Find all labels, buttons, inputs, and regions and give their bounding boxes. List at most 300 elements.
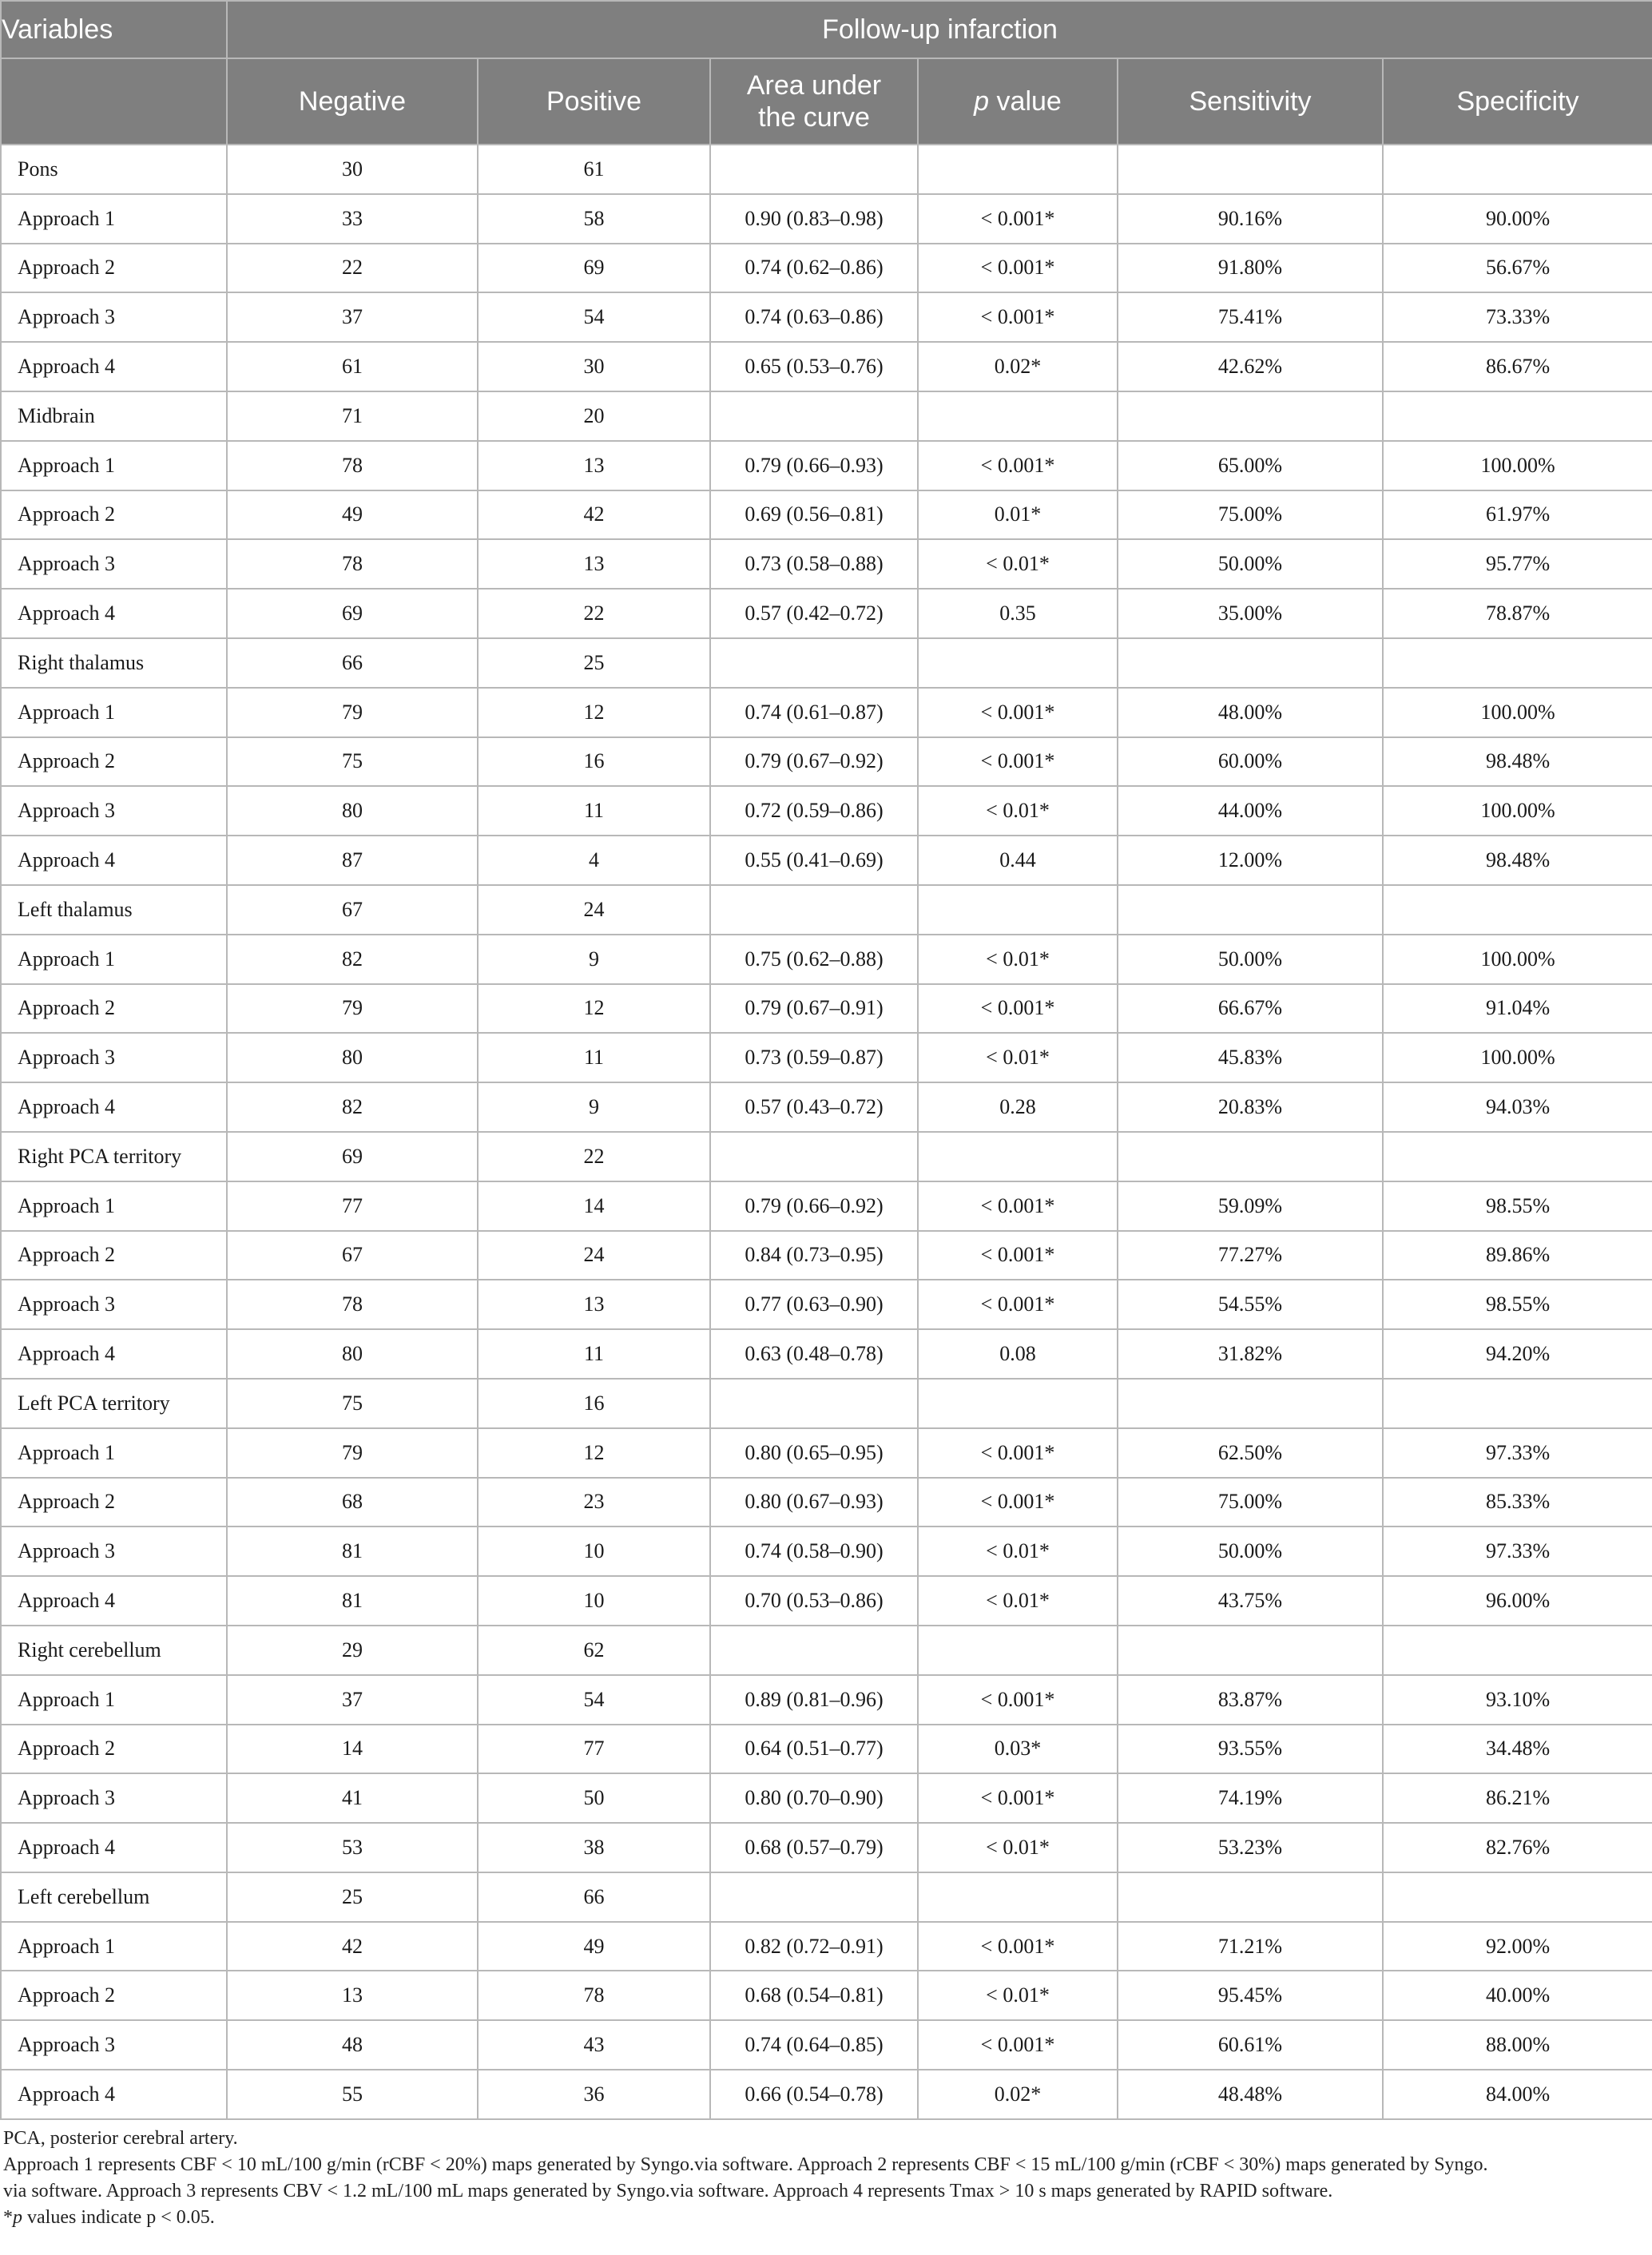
cell-p-value: < 0.01*	[918, 1971, 1118, 2020]
cell-negative: 55	[227, 2070, 478, 2119]
cell-positive: 54	[478, 292, 710, 342]
cell-positive: 30	[478, 342, 710, 391]
cell-specificity: 97.33%	[1383, 1526, 1652, 1576]
header-positive: Positive	[478, 58, 710, 145]
cell-auc: 0.64 (0.51–0.77)	[710, 1725, 918, 1774]
cell-variable: Approach 2	[1, 1971, 227, 2020]
table-row	[1, 145, 1652, 194]
cell-p-value: < 0.001*	[918, 1922, 1118, 1971]
header-negative: Negative	[227, 58, 478, 145]
table-row	[1, 1428, 1652, 1478]
cell-positive: 13	[478, 539, 710, 589]
cell-positive: 10	[478, 1576, 710, 1626]
header-empty-cell	[1, 58, 227, 145]
header-specificity: Specificity	[1383, 58, 1652, 145]
table-row	[1, 1329, 1652, 1379]
cell-auc	[710, 391, 918, 441]
cell-specificity: 98.55%	[1383, 1181, 1652, 1231]
cell-positive: 20	[478, 391, 710, 441]
cell-auc: 0.68 (0.54–0.81)	[710, 1971, 918, 2020]
cell-specificity: 84.00%	[1383, 2070, 1652, 2119]
cell-negative: 69	[227, 1132, 478, 1181]
cell-negative: 80	[227, 1033, 478, 1082]
cell-auc: 0.80 (0.65–0.95)	[710, 1428, 918, 1478]
header-p-value-label: p value	[974, 86, 1062, 117]
cell-variable: Approach 2	[1, 1478, 227, 1527]
cell-auc: 0.77 (0.63–0.90)	[710, 1280, 918, 1329]
cell-specificity: 86.21%	[1383, 1773, 1652, 1823]
cell-sensitivity: 83.87%	[1118, 1675, 1383, 1725]
cell-p-value: 0.01*	[918, 490, 1118, 540]
cell-positive: 10	[478, 1526, 710, 1576]
cell-variable: Approach 1	[1, 194, 227, 244]
cell-sensitivity	[1118, 1626, 1383, 1675]
cell-negative: 78	[227, 539, 478, 589]
cell-negative: 79	[227, 984, 478, 1034]
cell-positive: 66	[478, 1872, 710, 1922]
cell-p-value: < 0.001*	[918, 292, 1118, 342]
cell-variable: Approach 2	[1, 490, 227, 540]
footnote-significance-text: values indicate p < 0.05.	[22, 2207, 215, 2228]
cell-negative: 49	[227, 490, 478, 540]
cell-p-value	[918, 145, 1118, 194]
cell-negative: 68	[227, 1478, 478, 1527]
cell-sensitivity	[1118, 391, 1383, 441]
cell-variable: Approach 1	[1, 1675, 227, 1725]
cell-positive: 38	[478, 1823, 710, 1872]
cell-negative: 37	[227, 292, 478, 342]
cell-negative: 82	[227, 1082, 478, 1132]
cell-positive: 4	[478, 836, 710, 885]
cell-positive: 69	[478, 244, 710, 293]
cell-sensitivity: 66.67%	[1118, 984, 1383, 1034]
cell-specificity	[1383, 1872, 1652, 1922]
table-row	[1, 441, 1652, 490]
cell-p-value: 0.28	[918, 1082, 1118, 1132]
cell-specificity: 98.55%	[1383, 1280, 1652, 1329]
cell-sensitivity: 75.00%	[1118, 490, 1383, 540]
table-row	[1, 1082, 1652, 1132]
cell-negative: 25	[227, 1872, 478, 1922]
cell-positive: 43	[478, 2020, 710, 2070]
cell-negative: 53	[227, 1823, 478, 1872]
table-row	[1, 1526, 1652, 1576]
cell-variable: Approach 4	[1, 1082, 227, 1132]
cell-p-value: 0.02*	[918, 2070, 1118, 2119]
cell-variable: Approach 3	[1, 539, 227, 589]
table-row	[1, 935, 1652, 984]
cell-negative: 22	[227, 244, 478, 293]
cell-specificity: 100.00%	[1383, 1033, 1652, 1082]
cell-auc: 0.63 (0.48–0.78)	[710, 1329, 918, 1379]
cell-negative: 78	[227, 1280, 478, 1329]
cell-variable: Right PCA territory	[1, 1132, 227, 1181]
cell-sensitivity: 59.09%	[1118, 1181, 1383, 1231]
cell-sensitivity	[1118, 638, 1383, 688]
cell-auc: 0.84 (0.73–0.95)	[710, 1231, 918, 1280]
table-row	[1, 194, 1652, 244]
cell-p-value: 0.35	[918, 589, 1118, 638]
header-follow-up-infarction: Follow-up infarction	[227, 1, 1652, 58]
cell-sensitivity: 62.50%	[1118, 1428, 1383, 1478]
cell-auc: 0.79 (0.66–0.93)	[710, 441, 918, 490]
cell-negative: 48	[227, 2020, 478, 2070]
cell-positive: 12	[478, 688, 710, 737]
cell-specificity: 94.03%	[1383, 1082, 1652, 1132]
cell-sensitivity: 65.00%	[1118, 441, 1383, 490]
cell-variable: Approach 2	[1, 1231, 227, 1280]
cell-sensitivity: 43.75%	[1118, 1576, 1383, 1626]
table-row	[1, 1576, 1652, 1626]
cell-specificity: 94.20%	[1383, 1329, 1652, 1379]
table-footnotes	[0, 2126, 1652, 2231]
cell-specificity	[1383, 885, 1652, 935]
cell-negative: 71	[227, 391, 478, 441]
cell-p-value: < 0.01*	[918, 935, 1118, 984]
cell-variable: Approach 3	[1, 1280, 227, 1329]
cell-p-value: 0.03*	[918, 1725, 1118, 1774]
cell-variable: Right thalamus	[1, 638, 227, 688]
cell-positive: 78	[478, 1971, 710, 2020]
table-row	[1, 1725, 1652, 1774]
cell-variable: Approach 4	[1, 1576, 227, 1626]
cell-variable: Approach 1	[1, 935, 227, 984]
cell-variable: Approach 2	[1, 1725, 227, 1774]
cell-auc: 0.68 (0.57–0.79)	[710, 1823, 918, 1872]
cell-sensitivity: 31.82%	[1118, 1329, 1383, 1379]
cell-specificity: 95.77%	[1383, 539, 1652, 589]
footnote-asterisk: *	[3, 2207, 13, 2228]
cell-auc: 0.79 (0.66–0.92)	[710, 1181, 918, 1231]
cell-specificity: 98.48%	[1383, 737, 1652, 787]
header-variables: Variables	[1, 1, 227, 58]
footnote-abbreviation: PCA, posterior cerebral artery.	[3, 2128, 238, 2149]
table-row	[1, 1872, 1652, 1922]
cell-specificity	[1383, 391, 1652, 441]
cell-variable: Approach 1	[1, 441, 227, 490]
cell-negative: 66	[227, 638, 478, 688]
cell-sensitivity: 35.00%	[1118, 589, 1383, 638]
cell-variable: Approach 1	[1, 688, 227, 737]
cell-auc	[710, 1872, 918, 1922]
cell-sensitivity: 60.00%	[1118, 737, 1383, 787]
cell-p-value: < 0.001*	[918, 1428, 1118, 1478]
cell-auc: 0.57 (0.42–0.72)	[710, 589, 918, 638]
table-body	[1, 145, 1652, 2119]
table-row	[1, 1971, 1652, 2020]
cell-sensitivity: 50.00%	[1118, 935, 1383, 984]
cell-variable: Approach 4	[1, 589, 227, 638]
cell-positive: 22	[478, 1132, 710, 1181]
cell-positive: 11	[478, 1033, 710, 1082]
cell-negative: 78	[227, 441, 478, 490]
table-row	[1, 1181, 1652, 1231]
cell-negative: 80	[227, 786, 478, 836]
cell-auc: 0.74 (0.62–0.86)	[710, 244, 918, 293]
table-row	[1, 1280, 1652, 1329]
cell-p-value: < 0.001*	[918, 2020, 1118, 2070]
cell-specificity: 96.00%	[1383, 1576, 1652, 1626]
cell-positive: 58	[478, 194, 710, 244]
cell-p-value	[918, 1626, 1118, 1675]
cell-sensitivity: 93.55%	[1118, 1725, 1383, 1774]
cell-variable: Approach 4	[1, 1329, 227, 1379]
cell-auc: 0.74 (0.58–0.90)	[710, 1526, 918, 1576]
cell-specificity	[1383, 1132, 1652, 1181]
table-row	[1, 1773, 1652, 1823]
cell-auc: 0.66 (0.54–0.78)	[710, 2070, 918, 2119]
table-row	[1, 1626, 1652, 1675]
cell-negative: 29	[227, 1626, 478, 1675]
cell-auc: 0.73 (0.58–0.88)	[710, 539, 918, 589]
cell-p-value: < 0.01*	[918, 1033, 1118, 1082]
footnote-approaches-line-1: Approach 1 represents CBF < 10 mL/100 g/min (rCBF < 20%) maps generated by Syngo.via software. Approach 2 represents CBF < 15 mL/100 g/min (rCBF < 30%) maps generated by Syngo.	[3, 2154, 1488, 2175]
cell-variable: Approach 3	[1, 1526, 227, 1576]
cell-negative: 14	[227, 1725, 478, 1774]
cell-p-value: < 0.001*	[918, 441, 1118, 490]
cell-negative: 30	[227, 145, 478, 194]
cell-negative: 13	[227, 1971, 478, 2020]
cell-specificity: 89.86%	[1383, 1231, 1652, 1280]
cell-auc: 0.55 (0.41–0.69)	[710, 836, 918, 885]
cell-specificity: 100.00%	[1383, 786, 1652, 836]
cell-positive: 50	[478, 1773, 710, 1823]
cell-p-value: < 0.001*	[918, 194, 1118, 244]
cell-variable: Left thalamus	[1, 885, 227, 935]
cell-specificity: 98.48%	[1383, 836, 1652, 885]
cell-p-value: < 0.001*	[918, 688, 1118, 737]
cell-p-value: < 0.01*	[918, 786, 1118, 836]
cell-auc: 0.74 (0.64–0.85)	[710, 2020, 918, 2070]
cell-positive: 24	[478, 885, 710, 935]
cell-specificity: 34.48%	[1383, 1725, 1652, 1774]
cell-variable: Left PCA territory	[1, 1379, 227, 1428]
cell-sensitivity: 42.62%	[1118, 342, 1383, 391]
table-row	[1, 244, 1652, 293]
cell-p-value: < 0.01*	[918, 1823, 1118, 1872]
cell-p-value: < 0.01*	[918, 1576, 1118, 1626]
cell-positive: 36	[478, 2070, 710, 2119]
cell-p-value: < 0.001*	[918, 984, 1118, 1034]
table-row	[1, 786, 1652, 836]
cell-positive: 22	[478, 589, 710, 638]
cell-negative: 42	[227, 1922, 478, 1971]
footnote-approaches-line-2: via software. Approach 3 represents CBV < 1.2 mL/100 mL maps generated by Syngo.via software. Approach 4 represents Tmax > 10 s maps generated by RAPID software.	[3, 2181, 1333, 2201]
cell-variable: Approach 3	[1, 2020, 227, 2070]
header-auc	[710, 58, 918, 145]
cell-sensitivity: 45.83%	[1118, 1033, 1383, 1082]
cell-positive: 23	[478, 1478, 710, 1527]
table-row	[1, 984, 1652, 1034]
cell-specificity: 40.00%	[1383, 1971, 1652, 2020]
cell-p-value: < 0.001*	[918, 1181, 1118, 1231]
cell-sensitivity: 95.45%	[1118, 1971, 1383, 2020]
cell-positive: 13	[478, 1280, 710, 1329]
cell-specificity	[1383, 1626, 1652, 1675]
cell-variable: Approach 4	[1, 1823, 227, 1872]
cell-variable: Approach 1	[1, 1428, 227, 1478]
table-row	[1, 638, 1652, 688]
cell-variable: Approach 4	[1, 2070, 227, 2119]
cell-negative: 79	[227, 1428, 478, 1478]
cell-negative: 67	[227, 1231, 478, 1280]
cell-p-value: < 0.001*	[918, 737, 1118, 787]
cell-p-value: 0.44	[918, 836, 1118, 885]
cell-negative: 75	[227, 1379, 478, 1428]
cell-variable: Right cerebellum	[1, 1626, 227, 1675]
cell-specificity	[1383, 638, 1652, 688]
table-row	[1, 1478, 1652, 1527]
header-p-value	[918, 58, 1118, 145]
table-row	[1, 391, 1652, 441]
table-row	[1, 836, 1652, 885]
cell-positive: 16	[478, 1379, 710, 1428]
cell-positive: 61	[478, 145, 710, 194]
table-row	[1, 589, 1652, 638]
cell-auc	[710, 638, 918, 688]
cell-positive: 9	[478, 935, 710, 984]
table-row	[1, 1823, 1652, 1872]
cell-p-value	[918, 1379, 1118, 1428]
cell-sensitivity: 91.80%	[1118, 244, 1383, 293]
table-row	[1, 885, 1652, 935]
cell-auc: 0.80 (0.67–0.93)	[710, 1478, 918, 1527]
table-header	[1, 1, 1652, 145]
cell-auc: 0.65 (0.53–0.76)	[710, 342, 918, 391]
cell-p-value: < 0.001*	[918, 1478, 1118, 1527]
cell-specificity: 97.33%	[1383, 1428, 1652, 1478]
cell-auc	[710, 1626, 918, 1675]
cell-negative: 87	[227, 836, 478, 885]
cell-positive: 12	[478, 1428, 710, 1478]
cell-negative: 75	[227, 737, 478, 787]
cell-positive: 11	[478, 786, 710, 836]
cell-sensitivity: 77.27%	[1118, 1231, 1383, 1280]
cell-auc: 0.74 (0.61–0.87)	[710, 688, 918, 737]
cell-auc: 0.79 (0.67–0.91)	[710, 984, 918, 1034]
cell-variable: Approach 3	[1, 1033, 227, 1082]
footnote-significance	[0, 2205, 1652, 2231]
table-row	[1, 292, 1652, 342]
cell-specificity: 73.33%	[1383, 292, 1652, 342]
cell-sensitivity: 48.48%	[1118, 2070, 1383, 2119]
cell-specificity: 91.04%	[1383, 984, 1652, 1034]
cell-positive: 12	[478, 984, 710, 1034]
cell-positive: 9	[478, 1082, 710, 1132]
cell-variable: Approach 3	[1, 786, 227, 836]
cell-variable: Approach 1	[1, 1922, 227, 1971]
header-auc-label: Area under the curve	[746, 70, 882, 133]
cell-specificity: 100.00%	[1383, 935, 1652, 984]
cell-negative: 81	[227, 1526, 478, 1576]
cell-variable: Approach 1	[1, 1181, 227, 1231]
cell-positive: 54	[478, 1675, 710, 1725]
cell-p-value: < 0.001*	[918, 1773, 1118, 1823]
cell-specificity: 56.67%	[1383, 244, 1652, 293]
cell-negative: 69	[227, 589, 478, 638]
cell-p-value	[918, 638, 1118, 688]
cell-sensitivity: 90.16%	[1118, 194, 1383, 244]
cell-auc: 0.75 (0.62–0.88)	[710, 935, 918, 984]
cell-negative: 37	[227, 1675, 478, 1725]
cell-sensitivity	[1118, 885, 1383, 935]
cell-variable: Approach 3	[1, 1773, 227, 1823]
cell-negative: 61	[227, 342, 478, 391]
footnote-p-italic: p	[13, 2207, 22, 2228]
cell-p-value: < 0.001*	[918, 244, 1118, 293]
cell-specificity	[1383, 1379, 1652, 1428]
cell-p-value	[918, 1132, 1118, 1181]
cell-specificity: 85.33%	[1383, 1478, 1652, 1527]
cell-variable: Left cerebellum	[1, 1872, 227, 1922]
cell-auc: 0.82 (0.72–0.91)	[710, 1922, 918, 1971]
table-row	[1, 2070, 1652, 2119]
table-row	[1, 737, 1652, 787]
cell-p-value: < 0.001*	[918, 1675, 1118, 1725]
cell-sensitivity	[1118, 1872, 1383, 1922]
cell-auc: 0.80 (0.70–0.90)	[710, 1773, 918, 1823]
cell-p-value: < 0.01*	[918, 539, 1118, 589]
cell-specificity: 93.10%	[1383, 1675, 1652, 1725]
cell-auc: 0.79 (0.67–0.92)	[710, 737, 918, 787]
cell-specificity: 61.97%	[1383, 490, 1652, 540]
table-row	[1, 539, 1652, 589]
cell-sensitivity: 44.00%	[1118, 786, 1383, 836]
cell-sensitivity	[1118, 1132, 1383, 1181]
table-row	[1, 1379, 1652, 1428]
cell-auc: 0.69 (0.56–0.81)	[710, 490, 918, 540]
cell-specificity: 82.76%	[1383, 1823, 1652, 1872]
cell-sensitivity	[1118, 1379, 1383, 1428]
cell-positive: 42	[478, 490, 710, 540]
cell-p-value	[918, 1872, 1118, 1922]
cell-auc: 0.73 (0.59–0.87)	[710, 1033, 918, 1082]
cell-negative: 81	[227, 1576, 478, 1626]
cell-sensitivity	[1118, 145, 1383, 194]
cell-positive: 14	[478, 1181, 710, 1231]
cell-negative: 41	[227, 1773, 478, 1823]
cell-p-value	[918, 885, 1118, 935]
cell-positive: 77	[478, 1725, 710, 1774]
cell-auc	[710, 1379, 918, 1428]
cell-negative: 67	[227, 885, 478, 935]
table-row	[1, 490, 1652, 540]
table-row	[1, 1922, 1652, 1971]
cell-auc: 0.70 (0.53–0.86)	[710, 1576, 918, 1626]
cell-sensitivity: 75.00%	[1118, 1478, 1383, 1527]
table-row	[1, 342, 1652, 391]
cell-specificity: 100.00%	[1383, 688, 1652, 737]
cell-specificity: 100.00%	[1383, 441, 1652, 490]
cell-variable: Pons	[1, 145, 227, 194]
cell-variable: Approach 3	[1, 292, 227, 342]
cell-p-value	[918, 391, 1118, 441]
cell-sensitivity: 50.00%	[1118, 539, 1383, 589]
cell-auc: 0.72 (0.59–0.86)	[710, 786, 918, 836]
table-row	[1, 2020, 1652, 2070]
cell-negative: 82	[227, 935, 478, 984]
cell-auc: 0.74 (0.63–0.86)	[710, 292, 918, 342]
cell-p-value: < 0.001*	[918, 1280, 1118, 1329]
cell-auc: 0.90 (0.83–0.98)	[710, 194, 918, 244]
cell-specificity	[1383, 145, 1652, 194]
cell-specificity: 78.87%	[1383, 589, 1652, 638]
cell-auc: 0.57 (0.43–0.72)	[710, 1082, 918, 1132]
cell-sensitivity: 54.55%	[1118, 1280, 1383, 1329]
cell-specificity: 90.00%	[1383, 194, 1652, 244]
cell-negative: 80	[227, 1329, 478, 1379]
cell-variable: Approach 2	[1, 244, 227, 293]
